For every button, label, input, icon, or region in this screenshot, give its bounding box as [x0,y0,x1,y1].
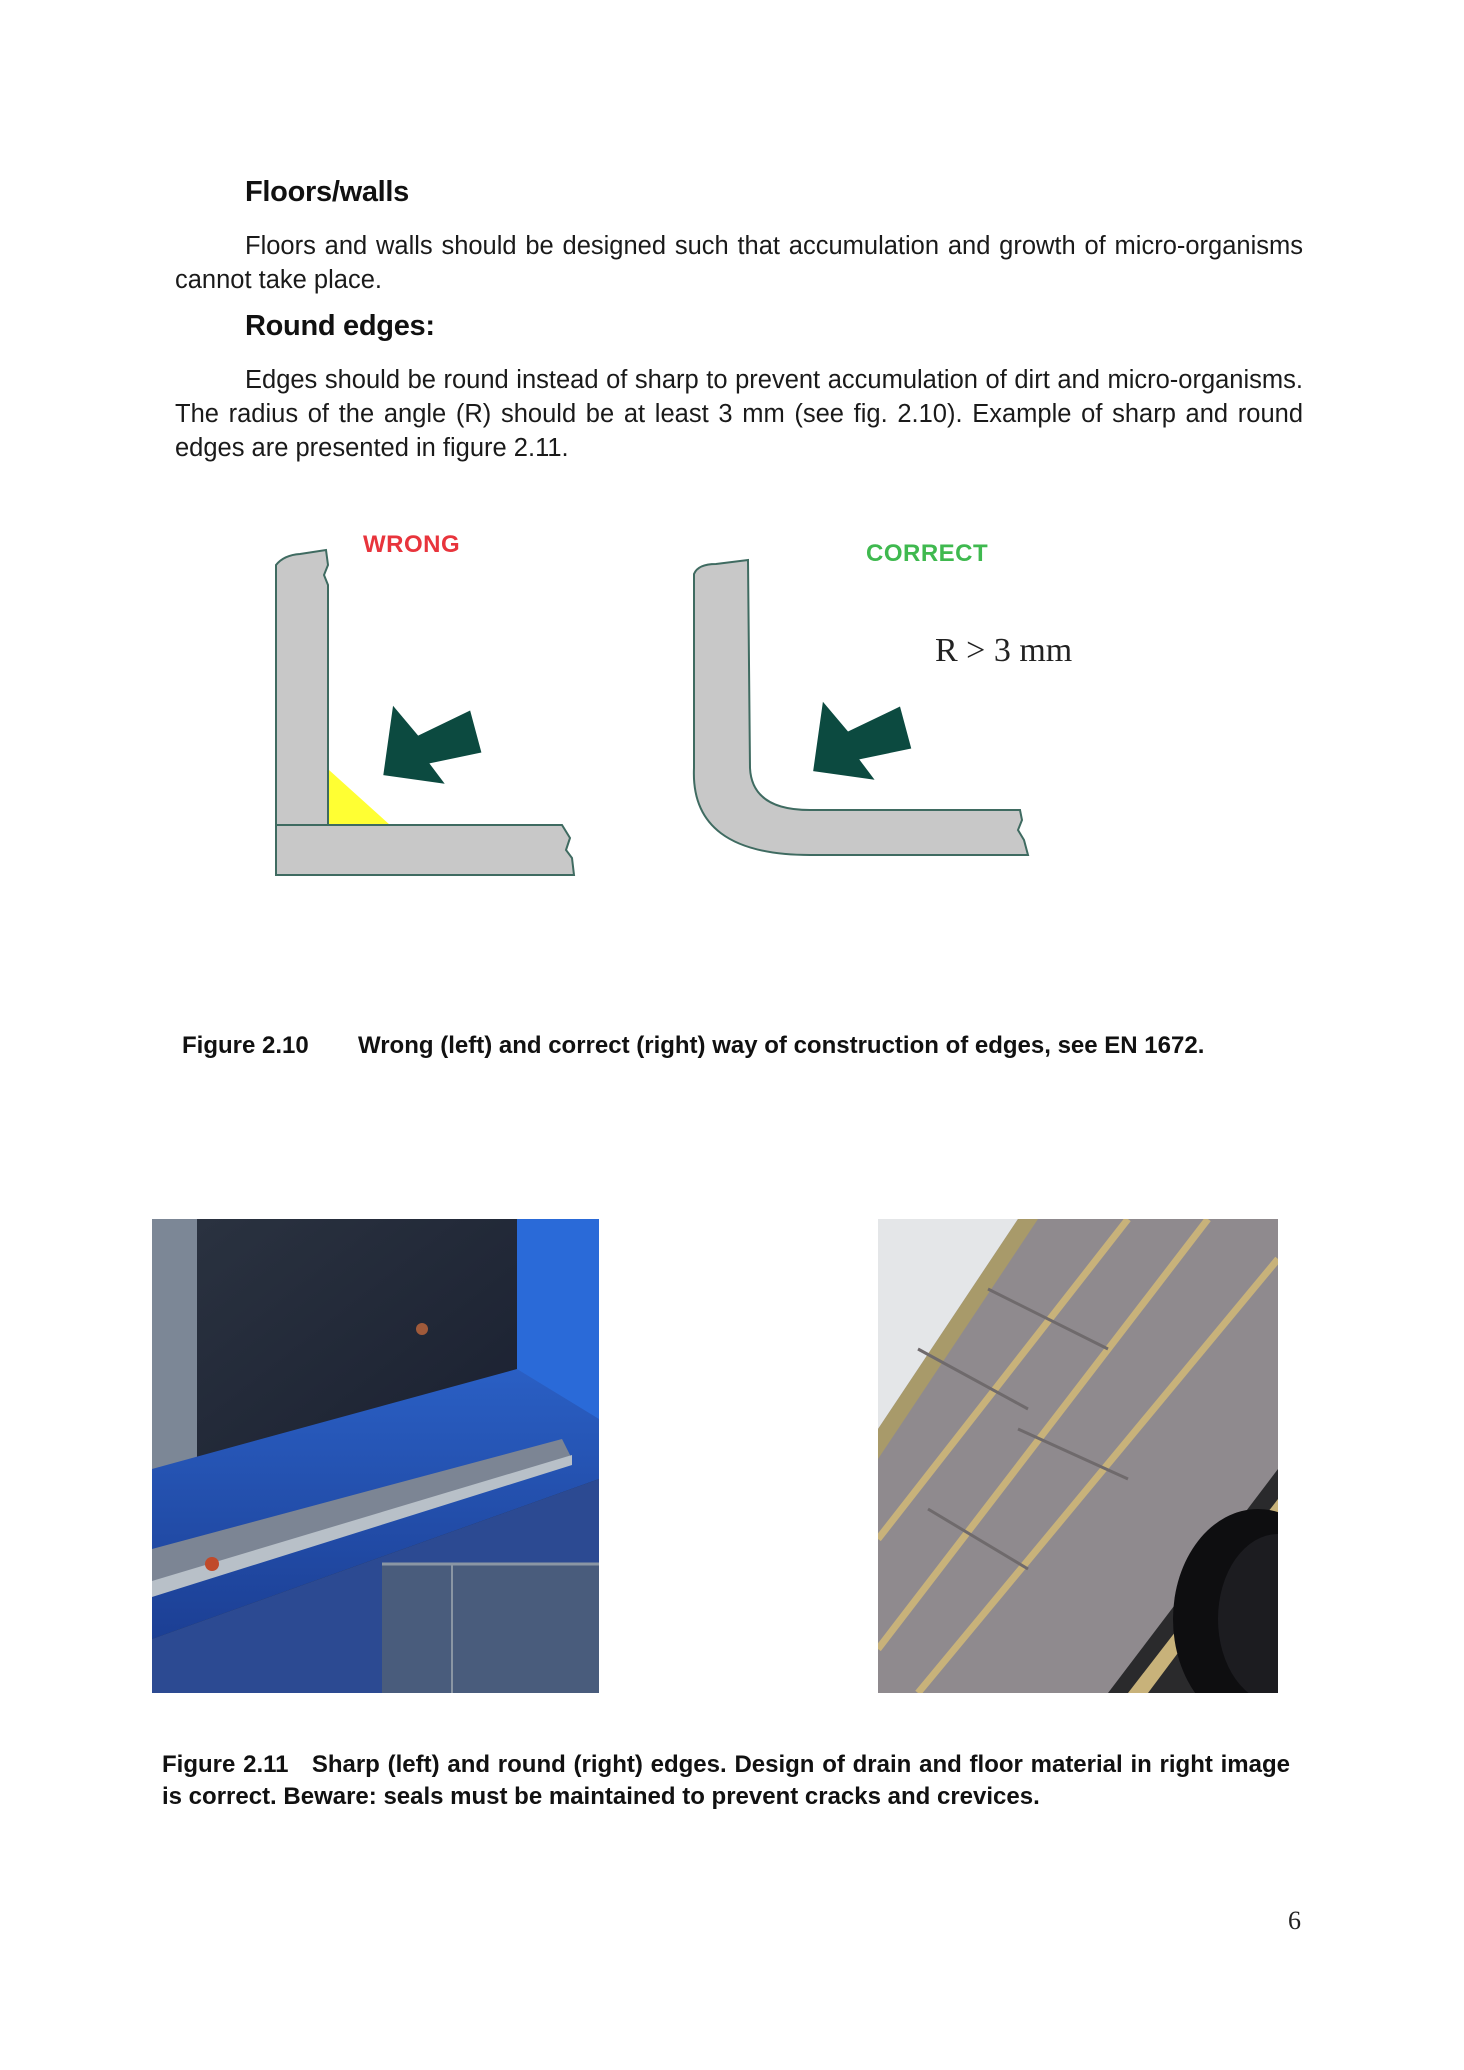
sharp-edge-photo [152,1219,599,1693]
section-heading-floors-walls: Floors/walls [245,176,409,208]
wrong-label: WRONG [363,531,461,558]
figure-2-11-number: Figure 2.11 [162,1751,289,1778]
round-edge-drawing [694,560,1028,855]
edge-construction-diagram [250,520,1130,880]
figure-2-10-number: Figure 2.10 [182,1032,309,1059]
arrow-icon [813,696,917,784]
section-heading-round-edges: Round edges: [245,310,435,342]
figure-2-11-text: Sharp (left) and round (right) edges. Design of drain and floor material in right image is correct. Beware: seals must be maintained to prevent cracks and crevices. [162,1751,1291,1810]
dirt-accumulation-zone [329,770,390,825]
correct-label: CORRECT [866,540,989,567]
figure-2-11-caption [162,1749,1290,1813]
round-edge-photo [878,1219,1278,1693]
sharp-edge-drawing [276,550,574,875]
page-number: 6 [1288,1906,1301,1935]
paragraph-floors-walls: Floors and walls should be designed such that accumulation and growth of micro-organisms cannot take place. [175,232,1303,294]
radius-label: R > 3 mm [935,632,1073,669]
arrow-icon [383,700,487,788]
paragraph-round-edges: Edges should be round instead of sharp to prevent accumulation of dirt and micro-organisms. The radius of the angle (R) should be at least 3 mm (see fig. 2.10). Example of sharp and round edges are presented in figure 2.11. [175,366,1303,462]
figure-2-10-caption: Wrong (left) and correct (right) way of construction of edges, see EN 1672. [358,1032,1205,1059]
